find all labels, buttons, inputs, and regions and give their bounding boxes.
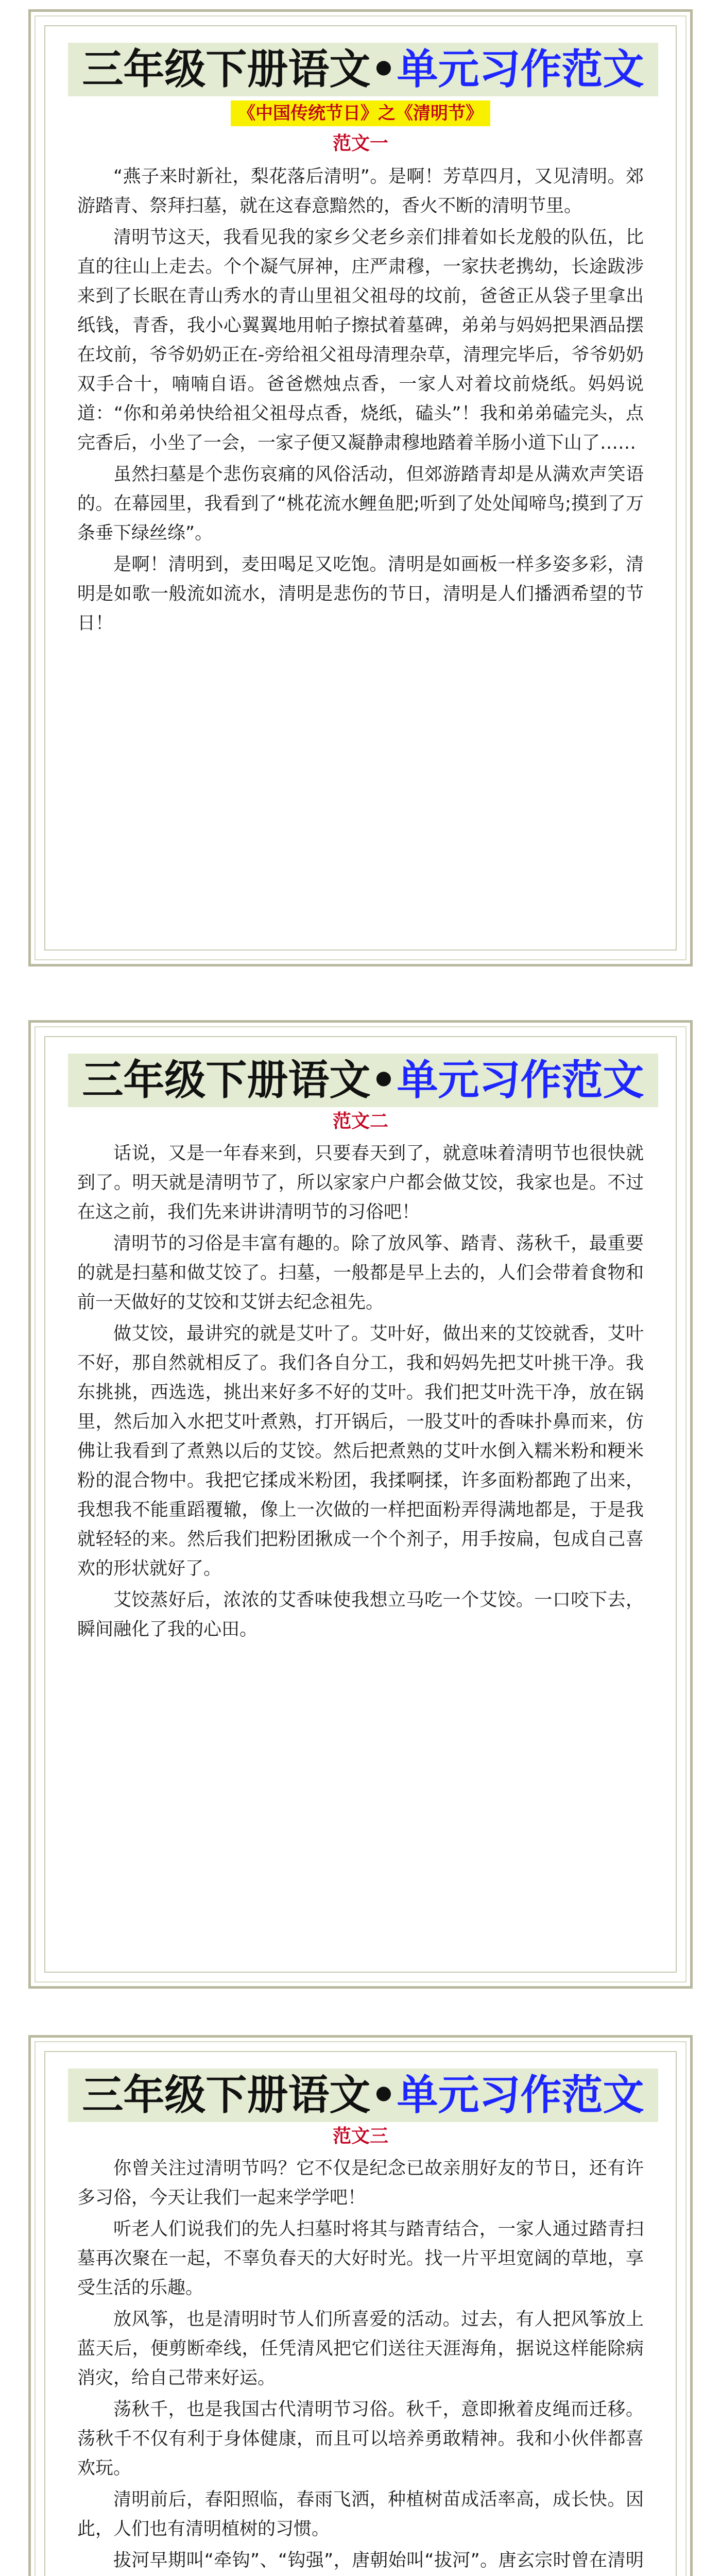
title-grade: 三年级下册语文• — [82, 45, 397, 93]
title-unit: 单元习作范文 — [397, 45, 644, 93]
card-subtitle: 《中国传统节日》之《清明节》 — [231, 100, 490, 126]
essay-paragraph: 做艾饺，最讲究的就是艾叶了。艾叶好，做出来的艾饺就香，艾叶不好，那自然就相反了。我们各自分工，我和妈妈先把艾叶挑干净。我东挑挑，西选选，挑出来好多不好的艾叶。我们把艾叶洗干净，放在锅里，然后加入水把艾叶煮熟，打开锅后，一股艾叶的香味扑鼻而来，仿佛让我看到了煮熟以后的艾饺。然后把煮熟的艾叶水倒入糯米粉和粳米粉的混合物中。我把它揉成米粉团，我揉啊揉，许多面粉都跑了出来，我想我不能重蹈覆辙，像上一次做的一样把面粉弄得满地都是，于是我就轻轻的来。然后我们把粉团揪成一个个剂子，用手按扁，包成自己喜欢的形状就好了。 — [77, 1324, 644, 1579]
essay-paragraph: “燕子来时新社，梨花落后清明”。是啊！芳草四月，又见清明。郊游踏青、祭拜扫墓，就在这春意黯然的，香火不断的清明节里。 — [77, 166, 644, 216]
essay-paragraph: 清明节的习俗是丰富有趣的。除了放风筝、踏青、荡秋千，最重要的就是扫墓和做艾饺了。扫墓，一般都是早上去的，人们会带着食物和前一天做好的艾饺和艾饼去纪念祖先。 — [77, 1233, 644, 1313]
essay-label: 范文二 — [332, 1111, 388, 1132]
essay-paragraph: 话说，又是一年春来到，只要春天到了，就意味着清明节也很快就到了。明天就是清明节了，所以家家户户都会做艾饺，我家也是。不过在这之前，我们先来讲讲清明节的习俗吧！ — [77, 1143, 644, 1223]
essay-paragraph: 荡秋千，也是我国古代清明节习俗。秋千，意即揪着皮绳而迁移。荡秋千不仅有利于身体健康，而且可以培养勇敢精神。我和小伙伴都喜欢玩。 — [77, 2399, 644, 2479]
title-unit: 单元习作范文 — [397, 2071, 644, 2119]
essay-card-1 — [28, 9, 693, 967]
title-grade: 三年级下册语文• — [82, 2071, 397, 2119]
essay-paragraph: 你曾关注过清明节吗？它不仅是纪念已故亲朋好友的节日，还有许多习俗，今天让我们一起来学学吧！ — [77, 2158, 644, 2208]
essay-paragraph: 放风筝，也是清明时节人们所喜爱的活动。过去，有人把风筝放上蓝天后，便剪断牵线，任凭清风把它们送往天涯海角，据说这样能除病消灾，给自己带来好运。 — [77, 2309, 644, 2388]
card-title — [68, 2069, 658, 2122]
essay-card-3 — [28, 2035, 693, 2576]
essay-card-2 — [28, 1020, 693, 1989]
essay-body — [77, 2154, 644, 2576]
essay-paragraph: 是啊！清明到，麦田喝足又吃饱。清明是如画板一样多姿多彩，清明是如歌一般流如流水，清明是悲伤的节日，清明是人们播洒希望的节日！ — [77, 554, 644, 634]
essay-paragraph: 艾饺蒸好后，浓浓的艾香味使我想立马吃一个艾饺。一口咬下去，瞬间融化了我的心田。 — [77, 1590, 644, 1640]
essay-body — [77, 162, 644, 640]
title-grade: 三年级下册语文• — [82, 1056, 397, 1104]
essay-paragraph: 清明节这天，我看见我的家乡父老乡亲们排着如长龙般的队伍，比直的往山上走去。个个凝气屏神，庄严肃穆，一家扶老携幼，长途跋涉来到了长眠在青山秀水的青山里祖父祖母的坟前，爸爸正从袋子里拿出纸钱，青香，我小心翼翼地用帕子擦拭着墓碑，弟弟与妈妈把果酒品摆在坟前，爷爷奶奶正在-旁给祖父祖母清理杂草，清理完毕后，爷爷奶奶双手合十，喃喃自语。爸爸燃烛点香，一家人对着坟前烧纸。妈妈说道：“你和弟弟快给祖父祖母点香，烧纸，磕头”！我和弟弟磕完头，点完香后，小坐了一会，一家子便又凝静肃穆地踏着羊肠小道下山了…… — [77, 227, 644, 453]
essay-paragraph: 清明前后，春阳照临，春雨飞洒，种植树苗成活率高，成长快。因此，人们也有清明植树的习惯。 — [77, 2489, 644, 2539]
essay-label: 范文三 — [332, 2126, 388, 2147]
essay-paragraph: 虽然扫墓是个悲伤哀痛的风俗活动，但郊游踏青却是从满欢声笑语的。在幕园里，我看到了“桃花流水鲤鱼肥;听到了处处闻啼鸟;摸到了万条垂下绿丝绦”。 — [77, 464, 644, 544]
card-title — [68, 43, 658, 96]
essay-paragraph: 拔河早期叫“牵钩”、“钩强”，唐朝始叫“拔河”。唐玄宗时曾在清明 — [113, 2550, 644, 2571]
essay-label: 范文一 — [332, 133, 388, 154]
card-title — [68, 1054, 658, 1107]
essay-paragraph: 听老人们说我们的先人扫墓时将其与踏青结合，一家人通过踏青扫墓再次聚在一起，不辜负春天的大好时光。找一片平坦宽阔的草地，享受生活的乐趣。 — [77, 2219, 644, 2298]
title-unit: 单元习作范文 — [397, 1056, 644, 1104]
essay-body — [77, 1139, 644, 1647]
